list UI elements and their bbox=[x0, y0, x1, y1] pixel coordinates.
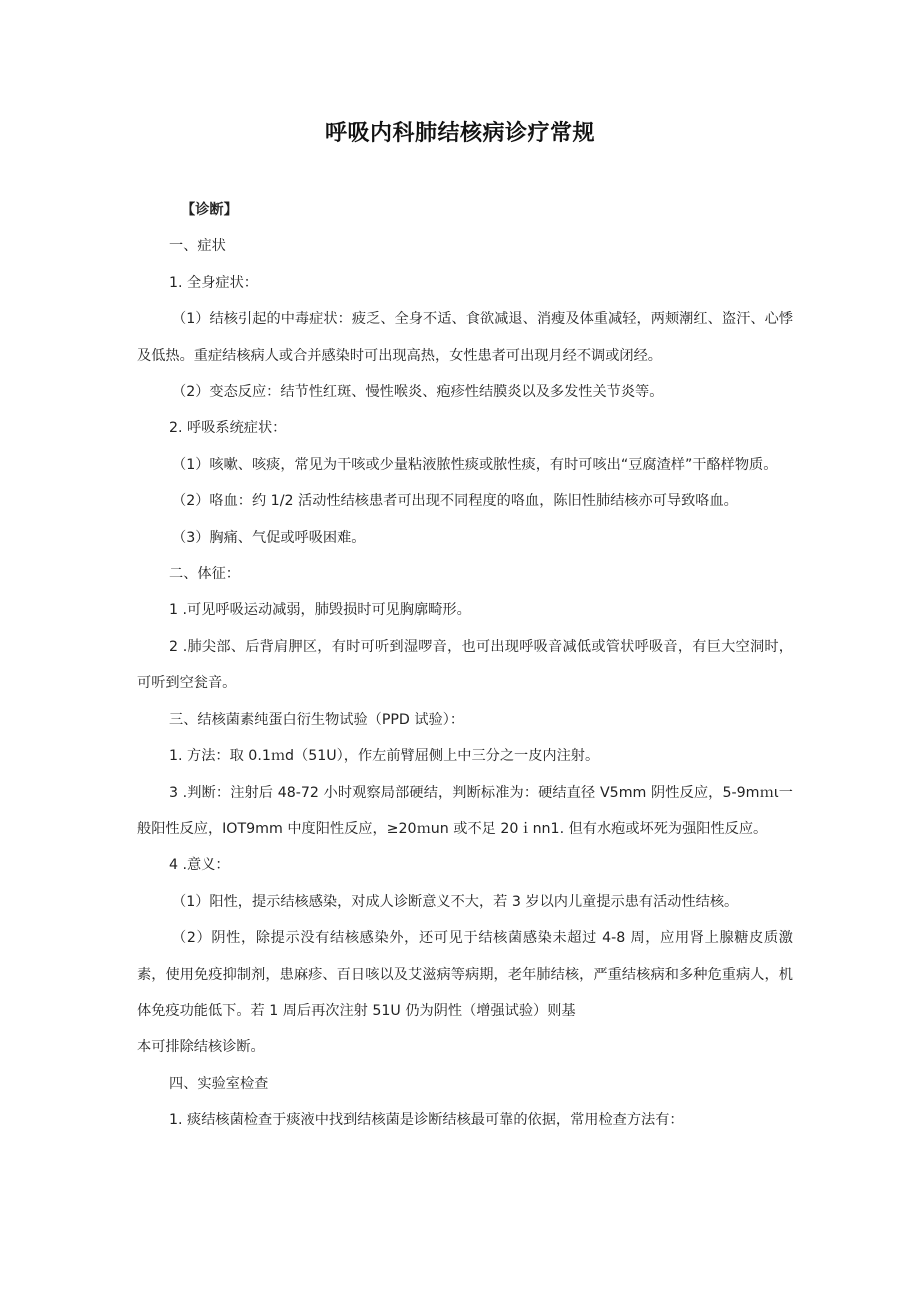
heading-signs: 二、体征： bbox=[169, 566, 240, 583]
document-body bbox=[137, 192, 793, 1139]
document-title: 呼吸内科肺结核病诊疗常规 bbox=[324, 121, 595, 146]
paragraph-ppd-judgement: 3 .判断：注射后 48-72 小时观察局部硬结，判断标准为：硬结直径 V5mm 阴性反应，5-9mｍι一般阳性反应，IOT9mm 中度阳性反应，≥20ｍun 或不足 20ｉnn1. 但有水疱或坏死为强阳性反应。 bbox=[137, 784, 793, 837]
paragraph-chest-pain: （3）胸痛、气促或呼吸困难。 bbox=[172, 529, 366, 546]
paragraph-sputum-test: 1. 痰结核菌检查于痰液中找到结核菌是诊断结核最可靠的依据，常用检查方法有： bbox=[169, 1112, 684, 1129]
paragraph-sign-2: 2 .肺尖部、后背肩胛区，有时可听到湿啰音，也可出现呼吸音减低或管状呼吸音，有巨大空洞时，可听到空瓮音。 bbox=[137, 638, 793, 692]
paragraph-ppd-significance: 4 .意义： bbox=[169, 857, 230, 874]
section-heading-diagnosis: 【诊断】 bbox=[181, 202, 238, 218]
paragraph-ppd-method: 1. 方法：取 0.1ｍd（51U），作左前臂屈侧上中三分之一皮内注射。 bbox=[169, 748, 600, 765]
paragraph-sign-1: 1 .可见呼吸运动减弱，肺毁损时可见胸廓畸形。 bbox=[169, 602, 471, 619]
paragraph-negative-continued: 本可排除结核诊断。 bbox=[137, 1039, 265, 1056]
paragraph-toxic-symptoms: （1）结核引起的中毒症状：疲乏、全身不适、食欲减退、消瘦及体重减轻，两颊潮红、盗汗、心悸及低热。重症结核病人或合并感染时可出现高热，女性患者可出现月经不调或闭经。 bbox=[137, 311, 793, 364]
subheading-respiratory-symptoms: 2. 呼吸系统症状： bbox=[169, 420, 287, 437]
paragraph-negative: （2）阴性，除提示没有结核感染外，还可见于结核菌感染未超过 4-8 周，应用肾上腺糖皮质激素，使用免疫抑制剂，患麻疹、百日咳以及艾滋病等病期，老年肺结核，严重结核病和多种危重病人，机体免疫功能低下。若 1 周后再次注射 51U 仍为阴性（增强试验）则基 bbox=[137, 930, 793, 1019]
paragraph-allergic-reaction: （2）变态反应：结节性红斑、慢性喉炎、疱疹性结膜炎以及多发性关节炎等。 bbox=[172, 384, 664, 401]
paragraph-cough: （1）咳嗽、咳痰，常见为干咳或少量粘液脓性痰或脓性痰，有时可咳出“豆腐渣样”干酪样物质。 bbox=[172, 456, 778, 473]
heading-lab-tests: 四、实验室检查 bbox=[169, 1075, 269, 1092]
subheading-general-symptoms: 1. 全身症状： bbox=[169, 274, 258, 291]
heading-symptoms: 一、症状 bbox=[169, 238, 226, 255]
heading-ppd-test: 三、结核菌素纯蛋白衍生物试验（PPD 试验）： bbox=[169, 711, 465, 728]
paragraph-hemoptysis: （2）咯血：约 1/2 活动性结核患者可出现不同程度的咯血，陈旧性肺结核亦可导致咯血。 bbox=[172, 493, 738, 510]
paragraph-positive: （1）阳性，提示结核感染，对成人诊断意义不大，若 3 岁以内儿童提示患有活动性结核。 bbox=[172, 893, 739, 910]
